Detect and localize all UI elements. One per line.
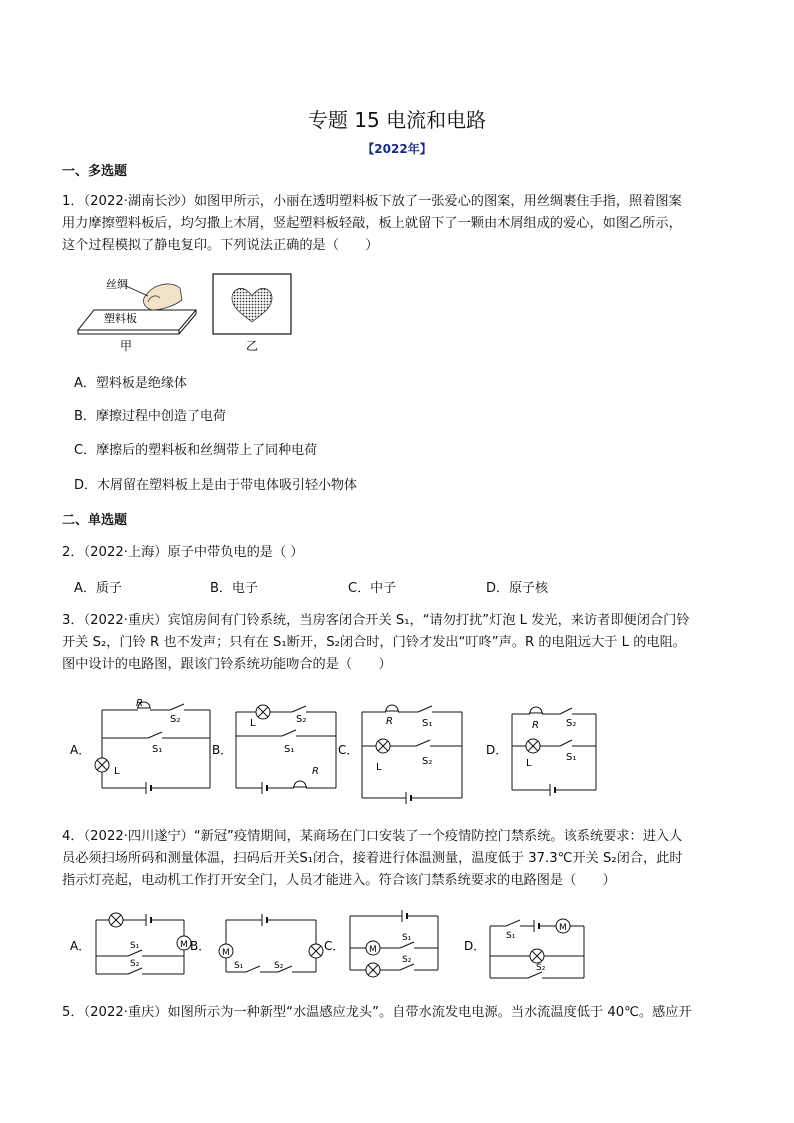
label-board: 塑料板 [104, 312, 137, 325]
q1-option-d: D．木屑留在塑料板上是由于带电体吸引轻小物体 [74, 478, 358, 493]
svg-text:S₂: S₂ [170, 714, 181, 725]
svg-text:S₁: S₁ [152, 744, 163, 755]
section-heading-single: 二、单选题 [62, 513, 128, 528]
figure-yi [213, 274, 291, 353]
label-jia: 甲 [120, 339, 133, 353]
q4-line2: 员必须扫场所码和测量体温，扫码后开关S₁闭合，接着进行体温测量，温度低于 37.3℃开关 S₂闭合，此时 [62, 851, 683, 866]
q1-option-b: B．摩擦过程中创造了电荷 [74, 409, 226, 424]
q3-circuit-d [486, 707, 596, 796]
q1-option-a: A．塑料板是绝缘体 [74, 376, 187, 391]
q4-label-a: A． [70, 939, 91, 953]
year-tag: 【2022年】 [362, 142, 432, 156]
q3-stem [62, 610, 734, 676]
q4-line3: 指示灯亮起，电动机工作打开安全门，人员才能进入。符合该门禁系统要求的电路图是（ ） [62, 873, 616, 888]
svg-text:S₂: S₂ [274, 961, 284, 971]
q3-label-d: D． [486, 743, 508, 757]
svg-text:L: L [376, 762, 382, 773]
q4-stem [62, 826, 734, 892]
svg-text:L: L [526, 758, 532, 769]
q1-line3: 这个过程模拟了静电复印。下列说法正确的是（ ） [62, 238, 379, 253]
svg-text:S₁: S₁ [566, 752, 577, 763]
q3-line3: 图中设计的电路图，跟该门铃系统功能吻合的是（ ） [62, 657, 392, 672]
q1-option-c: C．摩擦后的塑料板和丝绸带上了同种电荷 [74, 443, 318, 458]
q3-label-a: A． [70, 743, 91, 757]
q4-circuit-c [324, 910, 438, 977]
q2-option-a: A．质子 [74, 581, 122, 596]
q3-label-b: B． [212, 743, 233, 757]
svg-text:S₂: S₂ [130, 959, 140, 969]
svg-text:R: R [532, 720, 539, 731]
q4-circuit-b [190, 914, 323, 972]
q4-circuits: M A． S₁ S₂ B． S₁ S₂ C． S₁ S₂ D． S₁ S₂ [66, 906, 606, 986]
section-heading-multi: 一、多选题 [62, 164, 128, 179]
q4-label-c: C． [324, 939, 345, 953]
q3-circuits [66, 692, 606, 808]
q1-figure [74, 270, 304, 358]
svg-text:S₁: S₁ [130, 941, 140, 951]
svg-text:S₂: S₂ [536, 963, 546, 973]
svg-text:L: L [250, 718, 256, 729]
q2-option-c: C．中子 [348, 581, 397, 596]
q3-label-c: C． [338, 743, 359, 757]
svg-text:S₁: S₁ [422, 718, 433, 729]
page-title: 专题 15 电流和电路 [307, 108, 487, 132]
svg-text:S₂: S₂ [402, 955, 412, 965]
svg-text:R: R [136, 698, 143, 709]
q4-circuit-d [464, 919, 584, 978]
q1-line2: 用力摩擦塑料板后，均匀撒上木屑，竖起塑料板轻敲，板上就留下了一颗由木屑组成的爱心，如图乙所示， [62, 216, 682, 231]
q2-stem: 2．（2022·上海）原子中带负电的是（ ） [62, 545, 304, 560]
q4-circuit-a [70, 913, 191, 974]
q1-stem [62, 191, 734, 257]
svg-text:R: R [386, 716, 393, 727]
q2-option-d: D．原子核 [486, 581, 549, 596]
svg-text:S₁: S₁ [234, 961, 244, 971]
q4-label-b: B． [190, 939, 211, 953]
svg-text:S₁: S₁ [402, 933, 412, 943]
q4-label-d: D． [464, 939, 486, 953]
q3-circuit-c [338, 705, 462, 804]
label-silk: 丝绸 [106, 278, 128, 291]
q4-line1: 4．（2022·四川遂宁）“新冠”疫情期间，某商场在门口安装了一个疫情防控门禁系统。该系统要求：进入人 [62, 829, 683, 844]
svg-text:R: R [312, 766, 319, 777]
svg-text:S₂: S₂ [566, 718, 577, 729]
q1-line1: 1．（2022·湖南长沙）如图甲所示，小丽在透明塑料板下放了一张爱心的图案，用丝绸裹住手指，照着图案 [62, 194, 682, 209]
q3-circuit-b [212, 705, 336, 794]
svg-text:S₂: S₂ [422, 756, 433, 767]
svg-text:S₁: S₁ [284, 744, 295, 755]
q5-stem: 5．（2022·重庆）如图所示为一种新型“水温感应龙头”。自带水流发电电源。当水流温度低于 40℃。感应开 [62, 1005, 692, 1020]
q3-line1: 3．（2022·重庆）宾馆房间有门铃系统，当房客闭合开关 S₁，“请勿打扰”灯泡 L 发光，来访者即便闭合门铃 [62, 613, 690, 628]
q3-line2: 开关 S₂，门铃 R 也不发声；只有在 S₁断开，S₂闭合时，门铃才发出“叮咚”声。R 的电阻远大于 L 的电阻。 [62, 635, 686, 650]
svg-text:S₂: S₂ [296, 714, 307, 725]
svg-text:L: L [114, 766, 120, 777]
q3-circuit-a [70, 698, 210, 794]
label-yi: 乙 [246, 339, 259, 353]
svg-text:S₁: S₁ [506, 931, 516, 941]
q2-option-b: B．电子 [210, 581, 258, 596]
figure-jia [78, 278, 196, 353]
